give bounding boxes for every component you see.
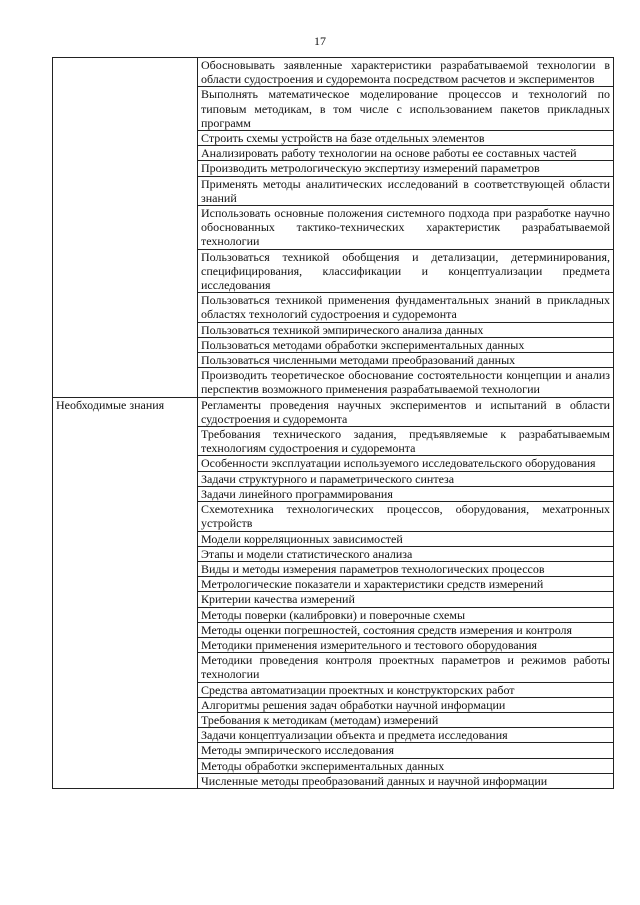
table-cell-item: Задачи структурного и параметрического синтеза — [198, 471, 614, 486]
table-cell-item: Алгоритмы решения задач обработки научной информации — [198, 697, 614, 712]
table-cell-item: Пользоваться методами обработки экспериментальных данных — [198, 337, 614, 352]
table-cell-item: Производить теоретическое обоснование состоятельности концепции и анализ перспектив возможного применения разрабатываемой технологии — [198, 368, 614, 397]
table-cell-item: Использовать основные положения системного подхода при разработке научно обоснованных тактико-технических характеристик разрабатываемой технологии — [198, 206, 614, 250]
table-cell-item: Численные методы преобразований данных и научной информации — [198, 773, 614, 788]
table-cell-item: Анализировать работу технологии на основе работы ее составных частей — [198, 146, 614, 161]
table-cell-item: Методы обработки экспериментальных данных — [198, 758, 614, 773]
table-cell-item: Методы оценки погрешностей, состояния средств измерения и контроля — [198, 622, 614, 637]
table-cell-item: Методы эмпирического исследования — [198, 743, 614, 758]
table-cell-item: Регламенты проведения научных экспериментов и испытаний в области судостроения и судоремонта — [198, 397, 614, 426]
table-cell-item: Задачи линейного программирования — [198, 486, 614, 501]
table-cell-item: Методики применения измерительного и тестового оборудования — [198, 637, 614, 652]
section-label-knowledge: Необходимые знания — [53, 397, 198, 788]
table-cell-item: Пользоваться численными методами преобразований данных — [198, 353, 614, 368]
table-cell-item: Виды и методы измерения параметров технологических процессов — [198, 561, 614, 576]
section-label-empty — [53, 58, 198, 398]
table-cell-item: Выполнять математическое моделирование процессов и технологий по типовым методикам, в том числе с использованием пакетов прикладных программ — [198, 87, 614, 131]
table-cell-item: Пользоваться техникой эмпирического анализа данных — [198, 322, 614, 337]
table-cell-item: Пользоваться техникой обобщения и детализации, детерминирования, специфицирования, классификации и концептуализации предмета исследования — [198, 249, 614, 293]
requirements-table — [52, 57, 614, 789]
table-cell-item: Особенности эксплуатации используемого исследовательского оборудования — [198, 456, 614, 471]
table-row — [53, 58, 614, 87]
table-cell-item: Производить метрологическую экспертизу измерений параметров — [198, 161, 614, 176]
table-cell-item: Метрологические показатели и характеристики средств измерений — [198, 577, 614, 592]
table-cell-item: Критерии качества измерений — [198, 592, 614, 607]
table-cell-item: Методики проведения контроля проектных параметров и режимов работы технологии — [198, 653, 614, 682]
table-row — [53, 397, 614, 426]
table-cell-item: Строить схемы устройств на базе отдельных элементов — [198, 131, 614, 146]
table-cell-item: Задачи концептуализации объекта и предмета исследования — [198, 728, 614, 743]
requirements-table-body — [53, 58, 614, 789]
table-cell-item: Схемотехника технологических процессов, оборудования, мехатронных устройств — [198, 502, 614, 531]
table-cell-item: Этапы и модели статистического анализа — [198, 546, 614, 561]
table-cell-item: Применять методы аналитических исследований в соответствующей области знаний — [198, 176, 614, 205]
table-cell-item: Методы поверки (калибровки) и поверочные схемы — [198, 607, 614, 622]
table-cell-item: Средства автоматизации проектных и конструкторских работ — [198, 682, 614, 697]
table-cell-item: Пользоваться техникой применения фундаментальных знаний в прикладных областях технологий судостроения и судоремонта — [198, 293, 614, 322]
table-cell-item: Модели корреляционных зависимостей — [198, 531, 614, 546]
table-cell-item: Обосновывать заявленные характеристики разрабатываемой технологии в области судостроения и судоремонта посредством расчетов и экспериментов — [198, 58, 614, 87]
page-number: 17 — [314, 34, 326, 48]
table-cell-item: Требования технического задания, предъявляемые к разрабатываемым технологиям судостроения и судоремонта — [198, 427, 614, 456]
table-cell-item: Требования к методикам (методам) измерений — [198, 712, 614, 727]
